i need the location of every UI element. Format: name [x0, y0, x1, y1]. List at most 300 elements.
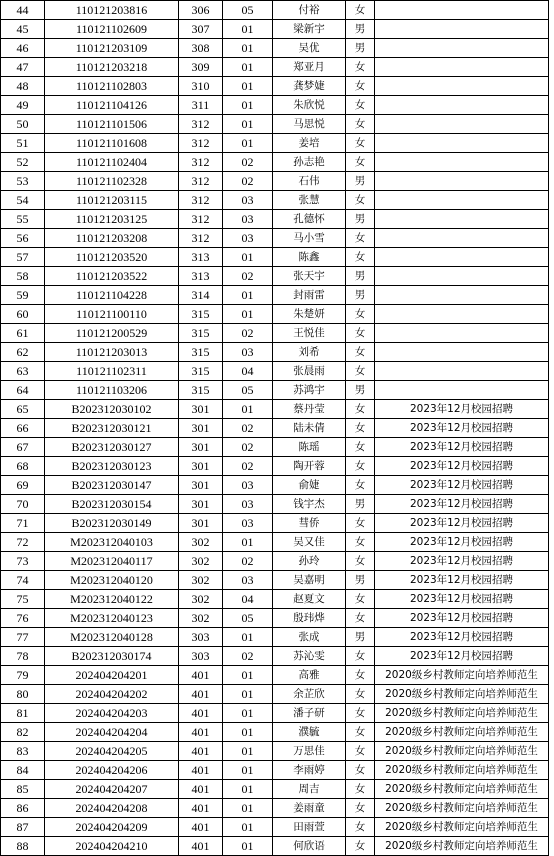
- group-code-cell: 02: [223, 172, 273, 191]
- candidate-id-cell: 110121100110: [45, 305, 179, 324]
- position-code-cell: 302: [179, 552, 223, 571]
- row-number-cell: 84: [1, 761, 45, 780]
- position-code-cell: 302: [179, 609, 223, 628]
- position-code-cell: 315: [179, 343, 223, 362]
- table-row: [1, 476, 549, 495]
- position-code-cell: 315: [179, 305, 223, 324]
- source-cell: [375, 77, 549, 96]
- position-code-cell: 303: [179, 647, 223, 666]
- name-cell: 李雨婷: [273, 761, 346, 780]
- name-cell: 吴优: [273, 39, 346, 58]
- table-row: [1, 39, 549, 58]
- group-code-cell: 01: [223, 704, 273, 723]
- row-number-cell: 47: [1, 58, 45, 77]
- row-number-cell: 49: [1, 96, 45, 115]
- group-code-cell: 03: [223, 229, 273, 248]
- row-number-cell: 86: [1, 799, 45, 818]
- source-cell: [375, 248, 549, 267]
- gender-cell: 女: [346, 324, 375, 343]
- source-cell: [375, 305, 549, 324]
- source-cell: 2023年12月校园招聘: [375, 400, 549, 419]
- name-cell: 孙玲: [273, 552, 346, 571]
- gender-cell: 女: [346, 77, 375, 96]
- name-cell: 张晨雨: [273, 362, 346, 381]
- source-cell: [375, 267, 549, 286]
- position-code-cell: 315: [179, 362, 223, 381]
- candidate-id-cell: 110121101608: [45, 134, 179, 153]
- source-cell: 2020级乡村教师定向培养师范生: [375, 761, 549, 780]
- candidate-id-cell: M202312040120: [45, 571, 179, 590]
- name-cell: 殷玮烨: [273, 609, 346, 628]
- gender-cell: 男: [346, 571, 375, 590]
- table-row: [1, 58, 549, 77]
- name-cell: 龚梦婕: [273, 77, 346, 96]
- table-row: [1, 134, 549, 153]
- source-cell: 2023年12月校园招聘: [375, 457, 549, 476]
- position-code-cell: 302: [179, 571, 223, 590]
- gender-cell: 女: [346, 761, 375, 780]
- table-row: [1, 723, 549, 742]
- name-cell: 马思悦: [273, 115, 346, 134]
- source-cell: [375, 134, 549, 153]
- position-code-cell: 401: [179, 761, 223, 780]
- candidate-id-cell: 110121203115: [45, 191, 179, 210]
- source-cell: 2020级乡村教师定向培养师范生: [375, 666, 549, 685]
- row-number-cell: 62: [1, 343, 45, 362]
- position-code-cell: 301: [179, 514, 223, 533]
- table-row: [1, 457, 549, 476]
- position-code-cell: 312: [179, 153, 223, 172]
- position-code-cell: 312: [179, 229, 223, 248]
- source-cell: 2023年12月校园招聘: [375, 571, 549, 590]
- table-row: [1, 552, 549, 571]
- name-cell: 赵夏文: [273, 590, 346, 609]
- name-cell: 孔德怀: [273, 210, 346, 229]
- gender-cell: 女: [346, 590, 375, 609]
- group-code-cell: 01: [223, 685, 273, 704]
- table-row: [1, 153, 549, 172]
- row-number-cell: 48: [1, 77, 45, 96]
- group-code-cell: 02: [223, 153, 273, 172]
- gender-cell: 男: [346, 495, 375, 514]
- gender-cell: 女: [346, 457, 375, 476]
- source-cell: 2023年12月校园招聘: [375, 495, 549, 514]
- gender-cell: 女: [346, 115, 375, 134]
- group-code-cell: 01: [223, 799, 273, 818]
- table-row: [1, 324, 549, 343]
- table-row: [1, 172, 549, 191]
- source-cell: [375, 39, 549, 58]
- name-cell: 郑亚月: [273, 58, 346, 77]
- row-number-cell: 66: [1, 419, 45, 438]
- name-cell: 张天宇: [273, 267, 346, 286]
- candidate-id-cell: 202404204207: [45, 780, 179, 799]
- name-cell: 朱欣悦: [273, 96, 346, 115]
- group-code-cell: 03: [223, 571, 273, 590]
- position-code-cell: 301: [179, 438, 223, 457]
- row-number-cell: 73: [1, 552, 45, 571]
- group-code-cell: 03: [223, 495, 273, 514]
- position-code-cell: 313: [179, 248, 223, 267]
- group-code-cell: 02: [223, 419, 273, 438]
- table-row: [1, 704, 549, 723]
- table-row: [1, 96, 549, 115]
- position-code-cell: 302: [179, 590, 223, 609]
- candidate-id-cell: B202312030147: [45, 476, 179, 495]
- name-cell: 余芷欣: [273, 685, 346, 704]
- group-code-cell: 03: [223, 343, 273, 362]
- source-cell: 2020级乡村教师定向培养师范生: [375, 818, 549, 837]
- table-row: [1, 286, 549, 305]
- name-cell: 吴嘉明: [273, 571, 346, 590]
- row-number-cell: 56: [1, 229, 45, 248]
- source-cell: 2020级乡村教师定向培养师范生: [375, 780, 549, 799]
- gender-cell: 男: [346, 286, 375, 305]
- candidate-id-cell: 110121203218: [45, 58, 179, 77]
- source-cell: 2023年12月校园招聘: [375, 552, 549, 571]
- name-cell: 陈瑶: [273, 438, 346, 457]
- candidate-id-cell: 110121102609: [45, 20, 179, 39]
- source-cell: 2020级乡村教师定向培养师范生: [375, 685, 549, 704]
- table-row: [1, 191, 549, 210]
- candidate-id-cell: 110121101506: [45, 115, 179, 134]
- name-cell: 苏沁雯: [273, 647, 346, 666]
- row-number-cell: 65: [1, 400, 45, 419]
- row-number-cell: 72: [1, 533, 45, 552]
- candidate-id-cell: 202404204209: [45, 818, 179, 837]
- gender-cell: 女: [346, 305, 375, 324]
- group-code-cell: 01: [223, 77, 273, 96]
- source-cell: [375, 343, 549, 362]
- position-code-cell: 315: [179, 324, 223, 343]
- candidate-id-cell: 110121102803: [45, 77, 179, 96]
- row-number-cell: 61: [1, 324, 45, 343]
- row-number-cell: 77: [1, 628, 45, 647]
- group-code-cell: 01: [223, 96, 273, 115]
- gender-cell: 女: [346, 818, 375, 837]
- position-code-cell: 308: [179, 39, 223, 58]
- row-number-cell: 45: [1, 20, 45, 39]
- source-cell: [375, 172, 549, 191]
- row-number-cell: 76: [1, 609, 45, 628]
- gender-cell: 女: [346, 1, 375, 20]
- table-row: [1, 685, 549, 704]
- row-number-cell: 51: [1, 134, 45, 153]
- position-code-cell: 307: [179, 20, 223, 39]
- name-cell: 何欣语: [273, 837, 346, 856]
- position-code-cell: 312: [179, 115, 223, 134]
- group-code-cell: 02: [223, 438, 273, 457]
- candidate-id-cell: M202312040117: [45, 552, 179, 571]
- candidate-id-cell: 202404204204: [45, 723, 179, 742]
- table-row: [1, 780, 549, 799]
- gender-cell: 女: [346, 419, 375, 438]
- gender-cell: 女: [346, 343, 375, 362]
- position-code-cell: 301: [179, 476, 223, 495]
- group-code-cell: 01: [223, 666, 273, 685]
- table-row: [1, 533, 549, 552]
- source-cell: 2020级乡村教师定向培养师范生: [375, 799, 549, 818]
- row-number-cell: 44: [1, 1, 45, 20]
- gender-cell: 女: [346, 248, 375, 267]
- row-number-cell: 82: [1, 723, 45, 742]
- roster-table-body: [1, 1, 549, 856]
- source-cell: 2020级乡村教师定向培养师范生: [375, 704, 549, 723]
- candidate-id-cell: 202404204210: [45, 837, 179, 856]
- table-row: [1, 495, 549, 514]
- row-number-cell: 81: [1, 704, 45, 723]
- group-code-cell: 05: [223, 1, 273, 20]
- candidate-id-cell: 110121102311: [45, 362, 179, 381]
- position-code-cell: 315: [179, 381, 223, 400]
- position-code-cell: 312: [179, 172, 223, 191]
- group-code-cell: 01: [223, 248, 273, 267]
- table-row: [1, 818, 549, 837]
- group-code-cell: 03: [223, 210, 273, 229]
- table-row: [1, 400, 549, 419]
- name-cell: 彗侨: [273, 514, 346, 533]
- table-row: [1, 514, 549, 533]
- candidate-id-cell: 202404204201: [45, 666, 179, 685]
- table-row: [1, 20, 549, 39]
- source-cell: 2023年12月校园招聘: [375, 609, 549, 628]
- position-code-cell: 313: [179, 267, 223, 286]
- gender-cell: 女: [346, 362, 375, 381]
- group-code-cell: 01: [223, 742, 273, 761]
- gender-cell: 女: [346, 647, 375, 666]
- table-row: [1, 77, 549, 96]
- source-cell: 2020级乡村教师定向培养师范生: [375, 837, 549, 856]
- position-code-cell: 401: [179, 666, 223, 685]
- gender-cell: 男: [346, 381, 375, 400]
- name-cell: 万思佳: [273, 742, 346, 761]
- group-code-cell: 02: [223, 552, 273, 571]
- position-code-cell: 309: [179, 58, 223, 77]
- position-code-cell: 401: [179, 723, 223, 742]
- candidate-id-cell: M202312040122: [45, 590, 179, 609]
- table-row: [1, 381, 549, 400]
- group-code-cell: 01: [223, 115, 273, 134]
- row-number-cell: 67: [1, 438, 45, 457]
- row-number-cell: 80: [1, 685, 45, 704]
- table-row: [1, 115, 549, 134]
- row-number-cell: 58: [1, 267, 45, 286]
- group-code-cell: 04: [223, 362, 273, 381]
- position-code-cell: 401: [179, 685, 223, 704]
- position-code-cell: 401: [179, 837, 223, 856]
- gender-cell: 女: [346, 514, 375, 533]
- row-number-cell: 69: [1, 476, 45, 495]
- group-code-cell: 01: [223, 58, 273, 77]
- name-cell: 陶开蓉: [273, 457, 346, 476]
- candidate-id-cell: 110121203522: [45, 267, 179, 286]
- candidate-id-cell: 202404204202: [45, 685, 179, 704]
- source-cell: [375, 286, 549, 305]
- table-row: [1, 761, 549, 780]
- candidate-id-cell: 110121203208: [45, 229, 179, 248]
- name-cell: 刘希: [273, 343, 346, 362]
- table-row: [1, 438, 549, 457]
- source-cell: 2023年12月校园招聘: [375, 476, 549, 495]
- gender-cell: 男: [346, 172, 375, 191]
- group-code-cell: 01: [223, 761, 273, 780]
- table-row: [1, 666, 549, 685]
- candidate-id-cell: 110121203125: [45, 210, 179, 229]
- gender-cell: 女: [346, 685, 375, 704]
- row-number-cell: 50: [1, 115, 45, 134]
- gender-cell: 女: [346, 191, 375, 210]
- candidate-id-cell: 110121203520: [45, 248, 179, 267]
- table-row: [1, 837, 549, 856]
- group-code-cell: 02: [223, 647, 273, 666]
- row-number-cell: 79: [1, 666, 45, 685]
- candidate-id-cell: 202404204208: [45, 799, 179, 818]
- gender-cell: 男: [346, 628, 375, 647]
- name-cell: 陈鑫: [273, 248, 346, 267]
- position-code-cell: 401: [179, 799, 223, 818]
- position-code-cell: 301: [179, 400, 223, 419]
- group-code-cell: 01: [223, 818, 273, 837]
- row-number-cell: 60: [1, 305, 45, 324]
- gender-cell: 女: [346, 134, 375, 153]
- table-row: [1, 1, 549, 20]
- group-code-cell: 01: [223, 286, 273, 305]
- table-row: [1, 229, 549, 248]
- table-row: [1, 210, 549, 229]
- table-row: [1, 248, 549, 267]
- name-cell: 苏鸿宇: [273, 381, 346, 400]
- source-cell: 2023年12月校园招聘: [375, 590, 549, 609]
- candidate-id-cell: 110121203816: [45, 1, 179, 20]
- name-cell: 田雨萱: [273, 818, 346, 837]
- row-number-cell: 46: [1, 39, 45, 58]
- gender-cell: 女: [346, 704, 375, 723]
- name-cell: 周吉: [273, 780, 346, 799]
- group-code-cell: 01: [223, 837, 273, 856]
- candidate-id-cell: M202312040103: [45, 533, 179, 552]
- name-cell: 潘子研: [273, 704, 346, 723]
- position-code-cell: 312: [179, 191, 223, 210]
- candidate-id-cell: 110121203109: [45, 39, 179, 58]
- row-number-cell: 63: [1, 362, 45, 381]
- row-number-cell: 57: [1, 248, 45, 267]
- name-cell: 高雅: [273, 666, 346, 685]
- row-number-cell: 87: [1, 818, 45, 837]
- position-code-cell: 401: [179, 780, 223, 799]
- gender-cell: 女: [346, 723, 375, 742]
- row-number-cell: 55: [1, 210, 45, 229]
- row-number-cell: 68: [1, 457, 45, 476]
- position-code-cell: 303: [179, 628, 223, 647]
- table-row: [1, 647, 549, 666]
- position-code-cell: 401: [179, 704, 223, 723]
- table-row: [1, 362, 549, 381]
- group-code-cell: 05: [223, 381, 273, 400]
- position-code-cell: 312: [179, 210, 223, 229]
- name-cell: 吴又佳: [273, 533, 346, 552]
- gender-cell: 女: [346, 438, 375, 457]
- group-code-cell: 01: [223, 39, 273, 58]
- gender-cell: 女: [346, 58, 375, 77]
- name-cell: 付裕: [273, 1, 346, 20]
- source-cell: [375, 362, 549, 381]
- gender-cell: 女: [346, 533, 375, 552]
- source-cell: 2023年12月校园招聘: [375, 438, 549, 457]
- source-cell: [375, 1, 549, 20]
- gender-cell: 女: [346, 837, 375, 856]
- source-cell: [375, 381, 549, 400]
- source-cell: [375, 229, 549, 248]
- candidate-id-cell: B202312030123: [45, 457, 179, 476]
- group-code-cell: 01: [223, 780, 273, 799]
- group-code-cell: 02: [223, 457, 273, 476]
- row-number-cell: 70: [1, 495, 45, 514]
- source-cell: 2020级乡村教师定向培养师范生: [375, 723, 549, 742]
- group-code-cell: 01: [223, 628, 273, 647]
- name-cell: 钱宇杰: [273, 495, 346, 514]
- candidate-id-cell: 202404204206: [45, 761, 179, 780]
- position-code-cell: 401: [179, 742, 223, 761]
- gender-cell: 男: [346, 210, 375, 229]
- source-cell: [375, 324, 549, 343]
- row-number-cell: 54: [1, 191, 45, 210]
- table-row: [1, 609, 549, 628]
- group-code-cell: 01: [223, 400, 273, 419]
- row-number-cell: 88: [1, 837, 45, 856]
- name-cell: 石伟: [273, 172, 346, 191]
- gender-cell: 女: [346, 609, 375, 628]
- candidate-id-cell: 110121103206: [45, 381, 179, 400]
- group-code-cell: 02: [223, 267, 273, 286]
- gender-cell: 男: [346, 20, 375, 39]
- source-cell: 2023年12月校园招聘: [375, 647, 549, 666]
- candidate-id-cell: M202312040123: [45, 609, 179, 628]
- position-code-cell: 312: [179, 134, 223, 153]
- group-code-cell: 03: [223, 514, 273, 533]
- name-cell: 王悦佳: [273, 324, 346, 343]
- position-code-cell: 302: [179, 533, 223, 552]
- gender-cell: 女: [346, 476, 375, 495]
- name-cell: 封雨雷: [273, 286, 346, 305]
- group-code-cell: 01: [223, 134, 273, 153]
- source-cell: [375, 210, 549, 229]
- position-code-cell: 306: [179, 1, 223, 20]
- position-code-cell: 314: [179, 286, 223, 305]
- gender-cell: 女: [346, 400, 375, 419]
- gender-cell: 女: [346, 229, 375, 248]
- name-cell: 张慧: [273, 191, 346, 210]
- source-cell: [375, 20, 549, 39]
- group-code-cell: 03: [223, 476, 273, 495]
- candidate-id-cell: 202404204203: [45, 704, 179, 723]
- group-code-cell: 01: [223, 533, 273, 552]
- row-number-cell: 52: [1, 153, 45, 172]
- table-row: [1, 628, 549, 647]
- candidate-id-cell: B202312030102: [45, 400, 179, 419]
- source-cell: [375, 191, 549, 210]
- row-number-cell: 53: [1, 172, 45, 191]
- candidate-id-cell: B202312030127: [45, 438, 179, 457]
- table-row: [1, 571, 549, 590]
- name-cell: 孙志艳: [273, 153, 346, 172]
- name-cell: 姜雨童: [273, 799, 346, 818]
- position-code-cell: 401: [179, 818, 223, 837]
- candidate-id-cell: 110121104126: [45, 96, 179, 115]
- name-cell: 蔡丹莹: [273, 400, 346, 419]
- row-number-cell: 64: [1, 381, 45, 400]
- candidate-id-cell: 110121104228: [45, 286, 179, 305]
- table-row: [1, 267, 549, 286]
